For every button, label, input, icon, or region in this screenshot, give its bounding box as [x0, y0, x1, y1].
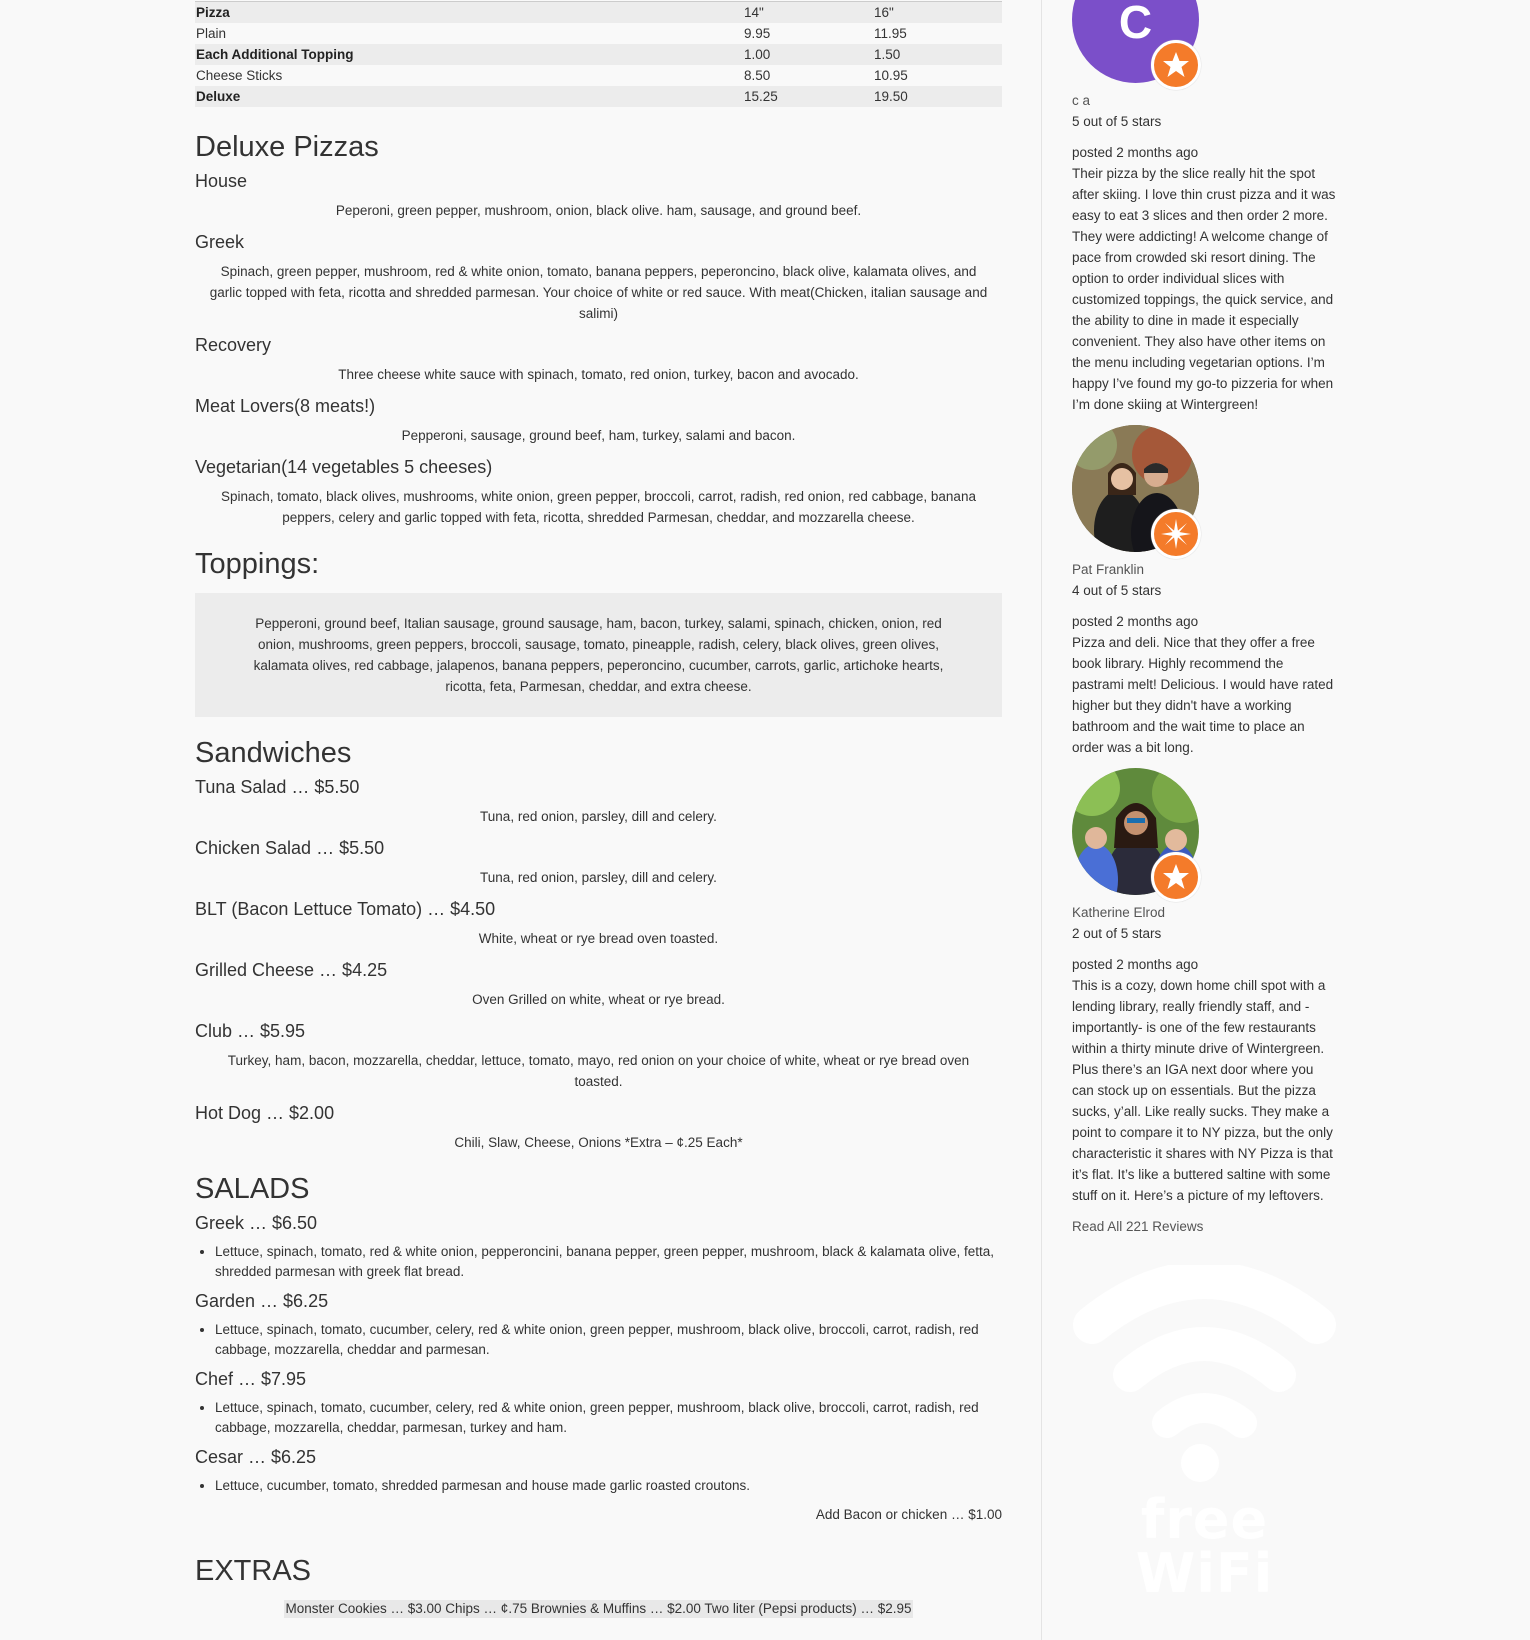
reviewer-name[interactable]: c a	[1072, 93, 1091, 108]
salad-name: Greek … $6.50	[195, 1212, 318, 1233]
sandwich-desc: Oven Grilled on white, wheat or rye bread.	[472, 991, 725, 1007]
review-text: Pizza and deli. Nice that they offer a free book library. Highly recommend the pastrami melt! Delicious. I would have rated higher but they didn't have a working bathroom and the wait time to place an order was a bit long.	[1072, 635, 1334, 755]
table-row	[195, 2, 1002, 23]
table-cell-item: Each Additional Topping	[195, 44, 743, 65]
star-badge-icon	[1151, 40, 1201, 90]
avatar-letter: C	[1118, 0, 1153, 48]
table-cell-small: 8.50	[744, 67, 771, 83]
toppings-box: Pepperoni, ground beef, Italian sausage, ground sausage, ham, bacon, turkey, salami, spinach, chicken, onion, red onion, mushrooms, green peppers, broccoli, sausage, tomato, pineapple, radish, celery, black olives, green olives, kalamata olives, red cabbage, jalapenos, banana peppers, peperoncino, cucumber, carrots, garlic, artichoke hearts, ricotta, feta, Parmesan, cheddar, and extra cheese.	[195, 593, 1002, 717]
table-row	[195, 23, 1002, 44]
sandwich-desc: Turkey, ham, bacon, mozzarella, cheddar, lettuce, tomato, mayo, red onion on your choice of white, wheat or rye bread oven toasted.	[227, 1052, 970, 1089]
table-cell-large: 11.95	[874, 25, 907, 41]
deluxe-heading: Deluxe Pizzas	[195, 130, 379, 163]
table-cell-item: Cheese Sticks	[196, 67, 283, 83]
salad-desc: • Lettuce, spinach, tomato, cucumber, celery, red & white onion, green pepper, mushroom, black olive, broccoli, carrot, radish, red cabbage, mozzarella, cheddar and parmesan.	[215, 1320, 1002, 1360]
table-cell-small: 15.25	[743, 86, 873, 107]
sandwich-desc: Tuna, red onion, parsley, dill and celery.	[480, 808, 717, 824]
sandwich-name: BLT (Bacon Lettuce Tomato) … $4.50	[195, 898, 496, 919]
salad-name: Garden … $6.25	[195, 1290, 329, 1311]
extras-row	[195, 1600, 1002, 1618]
table-row	[195, 44, 1002, 65]
deluxe-item-desc: Spinach, tomato, black olives, mushrooms, white onion, green pepper, broccoli, carrot, radish, red onion, red cabbage, banana peppers, celery and garlic topped with feta, ricotta, shredded Parmesan, cheddar, and mozzarella cheese.	[221, 488, 976, 525]
salad-list	[195, 1476, 1002, 1496]
pizza-price-table	[195, 1, 1002, 107]
table-cell-large: 10.95	[874, 67, 908, 83]
salad-desc: • Lettuce, spinach, tomato, red & white onion, pepperoncini, banana pepper, green pepper, mushroom, black & kalamata olive, fetta, shredded parmesan with greek flat bread.	[215, 1242, 1002, 1282]
deluxe-item-name: Meat Lovers(8 meats!)	[195, 395, 376, 416]
deluxe-item-desc: Peperoni, green pepper, mushroom, onion, black olive. ham, sausage, and ground beef.	[335, 202, 862, 218]
sandwich-name: Chicken Salad … $5.50	[195, 837, 385, 858]
deluxe-item-name: Greek	[195, 231, 245, 252]
sandwich-name: Tuna Salad … $5.50	[195, 776, 360, 797]
sandwich-name: Club … $5.95	[195, 1020, 306, 1041]
salad-list	[195, 1320, 1002, 1360]
table-row	[195, 86, 1002, 107]
read-all-reviews-link[interactable]: Read All 221 Reviews	[1072, 1219, 1204, 1234]
free-wifi-graphic	[1072, 1265, 1337, 1605]
review-rating: 4 out of 5 stars	[1072, 583, 1162, 598]
sunburst-badge-icon	[1151, 509, 1201, 559]
deluxe-item-name: House	[195, 170, 248, 191]
table-cell-small: 9.95	[744, 25, 771, 41]
table-row	[195, 65, 1002, 86]
avatar[interactable]	[1072, 0, 1202, 86]
toppings-heading: Toppings:	[195, 547, 320, 580]
table-cell-item: Pizza	[195, 2, 743, 23]
deluxe-item-name: Recovery	[195, 334, 272, 355]
sandwich-desc: White, wheat or rye bread oven toasted.	[478, 930, 719, 946]
salad-desc: • Lettuce, cucumber, tomato, shredded parmesan and house made garlic roasted croutons.	[215, 1476, 1002, 1496]
sandwich-name: Grilled Cheese … $4.25	[195, 959, 388, 980]
table-cell-large: 16"	[873, 2, 1002, 23]
deluxe-item-desc: Pepperoni, sausage, ground beef, ham, turkey, salami and bacon.	[401, 427, 796, 443]
table-cell-item: Plain	[196, 25, 227, 41]
salad-list	[195, 1398, 1002, 1438]
table-cell-small: 14"	[743, 2, 873, 23]
table-cell-item: Deluxe	[195, 86, 743, 107]
menu-column	[195, 0, 1002, 1618]
salad-name: Chef … $7.95	[195, 1368, 307, 1389]
sandwich-desc: Tuna, red onion, parsley, dill and celery.	[480, 869, 717, 885]
star-badge-icon	[1151, 852, 1201, 902]
reviewer-name[interactable]: Katherine Elrod	[1072, 905, 1166, 920]
review-text: Their pizza by the slice really hit the spot after skiing. I love thin crust pizza and it was easy to eat 3 slices and then order 2 more. They were addicting! A welcome change of pace from crowded ski resort dining. The option to order individual slices with customized toppings, the quick service, and the ability to dine in made it especially convenient. They also have other items on the menu including vegetarian options. I’m happy I’ve found my go-to pizzeria for when I’m done skiing at Wintergreen!	[1072, 166, 1336, 412]
salads-heading: SALADS	[195, 1172, 310, 1205]
wifi-label: free WiFi	[1135, 1488, 1274, 1605]
sandwich-desc: Chili, Slaw, Cheese, Onions *Extra – ¢.25 Each*	[454, 1134, 743, 1150]
extras-heading: EXTRAS	[195, 1554, 312, 1587]
column-divider	[1041, 0, 1042, 1640]
extras-line: Monster Cookies … $3.00 Chips … ¢.75 Brownies & Muffins … $2.00 Two liter (Pepsi products) … $2.95	[285, 1600, 912, 1616]
salad-desc: • Lettuce, spinach, tomato, cucumber, celery, red & white onion, green pepper, mushroom, black olive, broccoli, carrot, radish, red cabbage, mozzarella, cheddar, parmesan, turkey and ham.	[215, 1398, 1002, 1438]
avatar[interactable]	[1072, 768, 1202, 898]
sandwich-name: Hot Dog … $2.00	[195, 1102, 335, 1123]
table-cell-large: 1.50	[873, 44, 1002, 65]
deluxe-item-name: Vegetarian(14 vegetables 5 cheeses)	[195, 456, 493, 477]
review-rating: 2 out of 5 stars	[1072, 926, 1162, 941]
deluxe-item-desc: Spinach, green pepper, mushroom, red & white onion, tomato, banana peppers, peperoncino, black olive, kalamata olives, and garlic topped with feta, ricotta and shredded parmesan. Your choice of white or red sauce. With meat(Chicken, italian sausage and salimi)	[209, 263, 988, 321]
review-posted: posted 2 months ago	[1072, 614, 1199, 629]
avatar[interactable]	[1072, 425, 1202, 555]
sandwiches-heading: Sandwiches	[195, 736, 352, 769]
review-posted: posted 2 months ago	[1072, 957, 1199, 972]
deluxe-item-desc: Three cheese white sauce with spinach, tomato, red onion, turkey, bacon and avocado.	[338, 366, 859, 382]
review-posted: posted 2 months ago	[1072, 145, 1199, 160]
table-cell-large: 19.50	[873, 86, 1002, 107]
reviewer-name[interactable]: Pat Franklin	[1072, 562, 1145, 577]
review-rating: 5 out of 5 stars	[1072, 114, 1162, 129]
reviews-sidebar	[1072, 0, 1337, 1605]
salad-list	[195, 1242, 1002, 1282]
salad-name: Cesar … $6.25	[195, 1446, 317, 1467]
table-cell-small: 1.00	[743, 44, 873, 65]
salad-addon: Add Bacon or chicken … $1.00	[815, 1506, 1002, 1522]
review-text: This is a cozy, down home chill spot with a lending library, really friendly staff, and - importantly- is one of the few restaurants within a thirty minute drive of Wintergreen. Plus there’s an IGA next door where you can stock up on essentials. But the pizza sucks, y’all. Like really sucks. They make a point to compare it to NY pizza, but the only characteristic it shares with NY Pizza is that it’s flat. It’s like a buttered saltine with some stuff on it. Here’s a picture of my leftovers.	[1072, 978, 1333, 1203]
